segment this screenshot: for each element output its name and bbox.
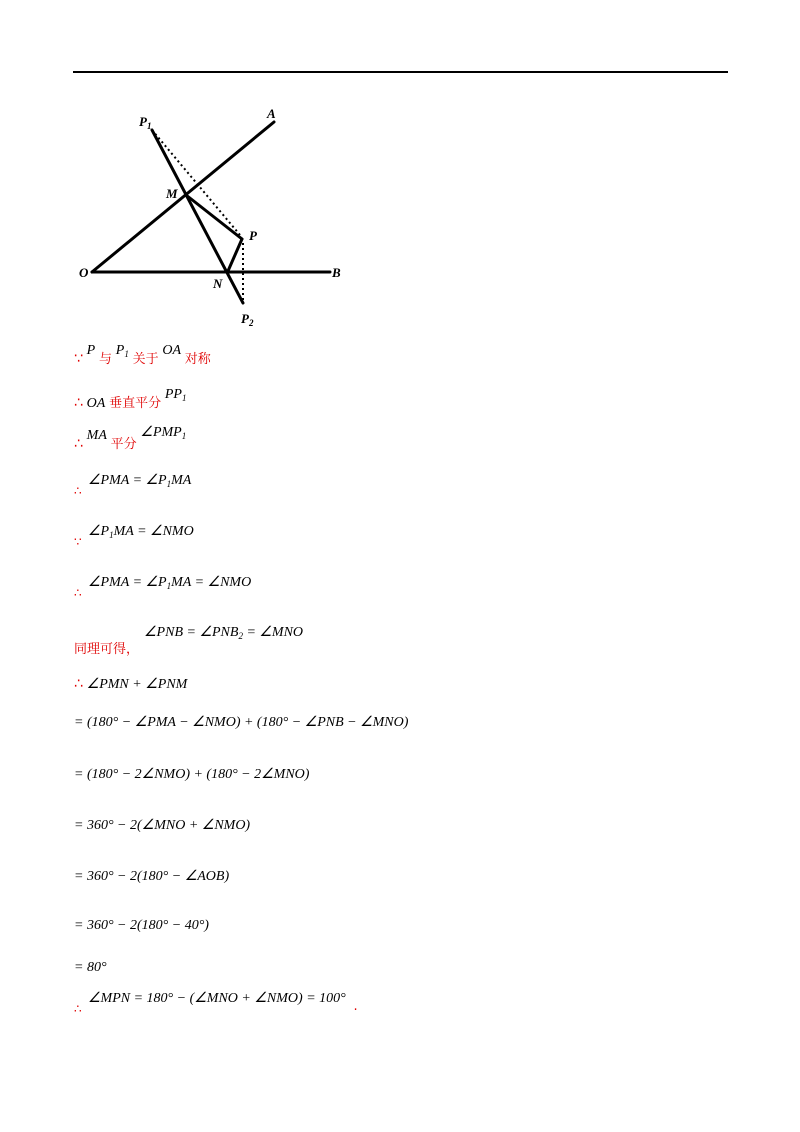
therefore-symbol-6: ∴ — [74, 586, 82, 600]
header-rule — [73, 71, 728, 73]
text-duicheng: 对称 — [184, 352, 211, 367]
var-oa: OA — [86, 396, 106, 411]
geometry-figure — [70, 100, 360, 340]
text-bisect: 平分 — [110, 437, 137, 452]
therefore-symbol: ∴ — [74, 395, 83, 411]
line-10: = (180° − 2∠NMO) + (180° − 2∠MNO) — [74, 767, 310, 782]
label-p1: $P_1$ — [139, 114, 152, 131]
line-11: = 360° − 2(∠MNO + ∠NMO) — [74, 818, 251, 833]
line-6 — [74, 574, 252, 591]
var-p1: $P_1$ — [115, 343, 129, 359]
line-13: = 360° − 2(180° − 40°) — [74, 918, 209, 933]
line-8 — [74, 676, 187, 693]
segment-p1-p2 — [152, 130, 243, 303]
because-symbol-5: ∵ — [74, 535, 82, 549]
text-guanyu: 关于 — [132, 352, 159, 367]
angle-pmp1: $\angle PMP_1$ — [140, 425, 187, 441]
label-a: A — [267, 106, 276, 121]
var-p: P — [86, 343, 96, 358]
text-perp-bisect: 垂直平分 — [109, 396, 162, 411]
line-4 — [74, 472, 192, 489]
line-15 — [74, 990, 358, 1014]
segment-m-p — [186, 195, 242, 239]
line-14: = 80° — [74, 960, 107, 975]
line-12: = 360° − 2(180° − ∠AOB) — [74, 869, 230, 884]
line-2 — [74, 387, 187, 412]
text-similarly: 同理可得， — [74, 642, 140, 657]
label-m: M — [166, 186, 178, 201]
line-9: = (180° − ∠PMA − ∠NMO) + (180° − ∠PNB − ∠MNO) — [74, 715, 409, 730]
equation-8: ∠PMN + ∠PNM — [86, 677, 188, 692]
therefore-symbol: ∴ — [74, 436, 83, 452]
therefore-symbol-15: ∴ — [74, 1002, 82, 1016]
equation-6: ∠PMA = $\angle P_1MA$ = ∠NMO — [88, 575, 252, 591]
therefore-symbol: ∴ — [74, 676, 83, 692]
end-period: . — [353, 999, 358, 1014]
label-n: N — [213, 276, 223, 291]
label-p: P — [249, 228, 257, 243]
ray-oa — [92, 122, 274, 272]
label-b: B — [332, 265, 341, 280]
equation-7: ∠PNB = $\angle PNB_2$ = ∠MNO — [144, 625, 304, 641]
equation-5: $\angle P_1MA$ = ∠NMO — [88, 524, 194, 540]
dotted-p1-p — [152, 130, 240, 235]
label-p2: $P_2$ — [241, 311, 254, 328]
var-pp1: $PP_1$ — [164, 387, 187, 403]
var-ma: MA — [86, 428, 107, 443]
text-yu: 与 — [98, 352, 112, 367]
line-1 — [74, 343, 211, 368]
therefore-symbol-4: ∴ — [74, 484, 82, 498]
equation-15: ∠MPN = 180° − (∠MNO + ∠NMO) = 100° — [88, 991, 346, 1006]
equation-4: ∠PMA = $\angle P_1MA$ — [88, 473, 192, 489]
because-symbol: ∵ — [74, 351, 83, 367]
var-oa: OA — [162, 343, 181, 358]
label-o: O — [79, 265, 89, 280]
line-3 — [74, 425, 187, 453]
segment-p-n — [228, 239, 242, 271]
line-5 — [74, 523, 194, 540]
